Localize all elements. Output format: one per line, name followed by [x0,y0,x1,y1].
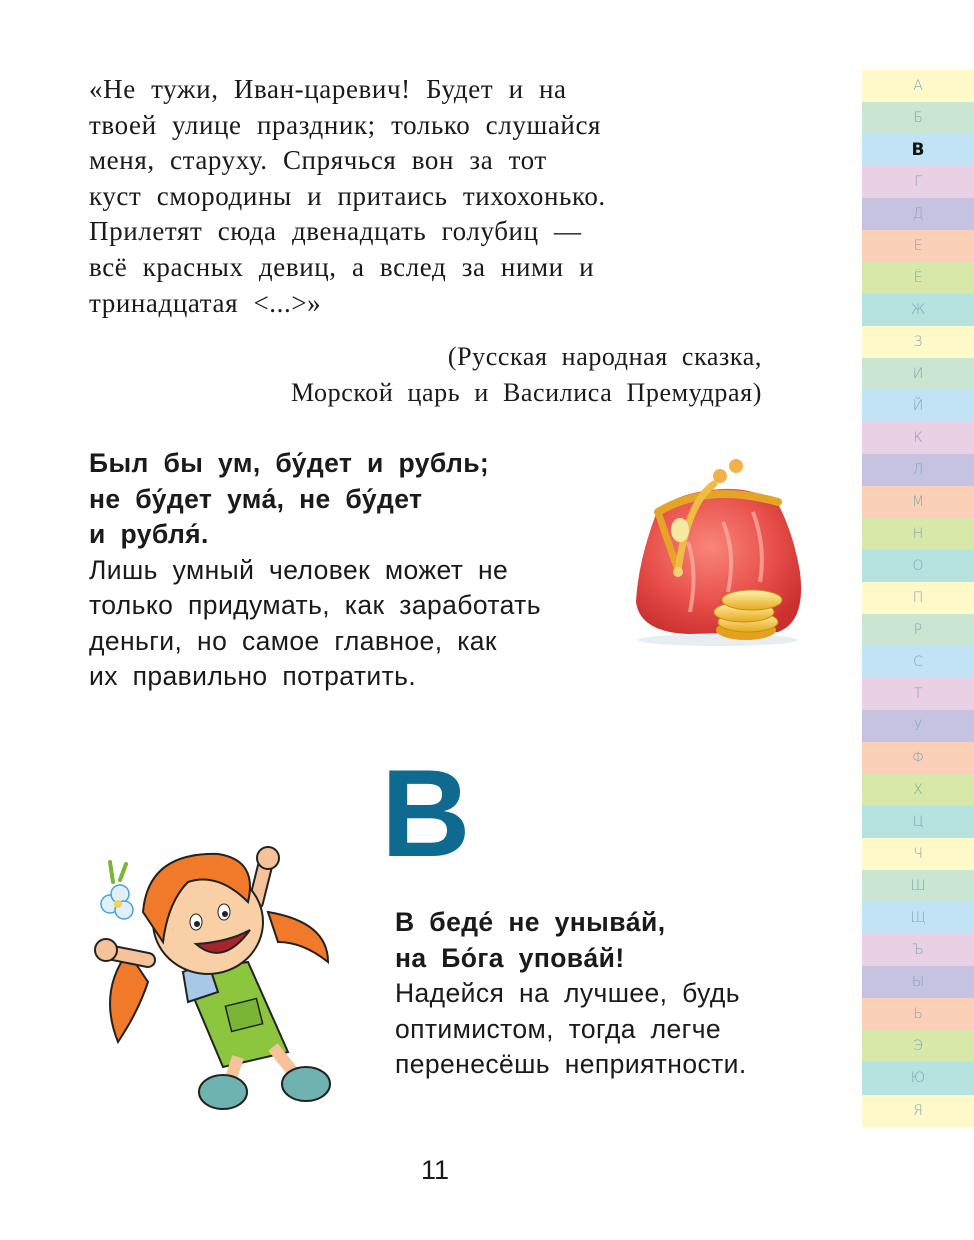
proverb-text: на Бо́га уповáй! [395,942,625,973]
section-letter: В [381,745,471,883]
alphabet-tab[interactable]: Н [862,518,974,550]
alphabet-tab[interactable]: Ю [862,1062,974,1094]
alphabet-tab[interactable]: А [862,70,974,102]
quote-line: твоей улице праздник; только слушайся [89,109,602,140]
alphabet-tab[interactable]: М [862,486,974,518]
source-line: Морской царь и Василиса Премудрая) [290,377,762,407]
quote-line: меня, старуху. Спрячься вон за тот [89,145,547,176]
proverb-bede [395,905,747,1083]
proverb-rubl [89,446,541,695]
proverb-explanation: их правильно потратить. [89,661,417,691]
page-number: 11 [421,1155,450,1185]
alphabet-tab[interactable]: К [862,422,974,454]
source-line: (Русская народная сказка, [447,342,762,371]
alphabet-tab[interactable]: Х [862,774,974,806]
alphabet-tab[interactable]: Ё [862,262,974,294]
alphabet-tab[interactable]: Л [862,454,974,486]
alphabet-tab[interactable]: Р [862,614,974,646]
fairy-tale-quote [89,72,769,321]
alphabet-tab[interactable]: П [862,582,974,614]
alphabet-tab[interactable]: Е [862,230,974,262]
quote-line: Прилетят сюда двенадцать голубиц — [89,216,582,247]
alphabet-tab[interactable]: Ъ [862,934,974,966]
alphabet-tab[interactable]: Б [862,102,974,134]
proverb-explanation: Лишь умный человек может не [89,554,509,585]
alphabet-tab[interactable]: Э [862,1030,974,1062]
alphabet-tab[interactable]: И [862,358,974,390]
girl-illustration [88,842,363,1114]
alphabet-tab[interactable]: Д [862,198,974,230]
alphabet-tab[interactable]: Г [862,166,974,198]
proverb-text: В беде́ не унывáй, [395,907,666,937]
proverb-text: и рубля́. [89,519,209,549]
alphabet-tab[interactable]: Щ [862,902,974,934]
purse-illustration [628,452,808,652]
alphabet-tab[interactable]: В [862,134,974,166]
proverb-explanation: Надейся на лучшее, будь [395,978,740,1008]
alphabet-tab[interactable]: Т [862,678,974,710]
quote-line: всё красных девиц, а вслед за ними и [89,251,595,282]
alphabet-tab[interactable]: О [862,550,974,582]
alphabet-tab[interactable]: У [862,710,974,742]
proverb-explanation: только придумать, как заработать [89,590,541,620]
quote-source [291,339,762,410]
alphabet-tab[interactable]: Й [862,390,974,422]
alphabet-tab[interactable]: Я [862,1095,974,1127]
alphabet-tab[interactable]: Ь [862,998,974,1030]
alphabet-tab[interactable]: Ш [862,870,974,902]
proverb-explanation: оптимистом, тогда легче [395,1013,722,1044]
alphabet-index [862,70,974,1127]
quote-line: «Не тужи, Иван-царевич! Будет и на [89,74,567,104]
alphabet-tab[interactable]: Ы [862,966,974,998]
proverb-explanation: перенесёшь неприятности. [395,1049,747,1079]
proverb-text: Был бы ум, бу́дет и рубль; [89,448,490,478]
quote-line: тринадцатая <...>» [89,287,322,318]
alphabet-tab[interactable]: Ц [862,806,974,838]
alphabet-tab[interactable]: Ф [862,742,974,774]
alphabet-tab[interactable]: С [862,646,974,678]
quote-line: куст смородины и притаись тихохонько. [89,180,606,211]
alphabet-tab[interactable]: З [862,326,974,358]
alphabet-tab[interactable]: Ч [862,838,974,870]
proverb-text: не бу́дет ума́, не бу́дет [89,483,423,514]
alphabet-tab[interactable]: Ж [862,294,974,326]
proverb-explanation: деньги, но самое главное, как [89,625,497,656]
